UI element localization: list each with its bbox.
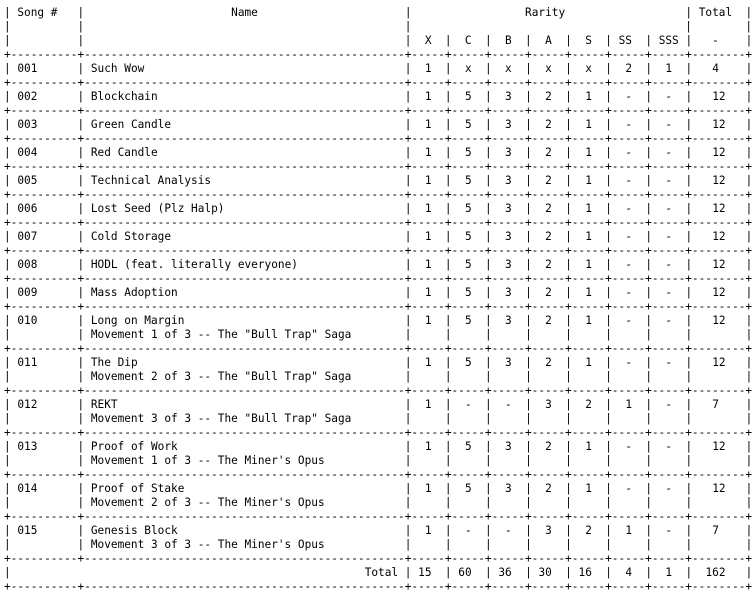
song-total: 7 <box>712 398 719 411</box>
header-total: Total <box>698 6 733 19</box>
rarity-count: 1 <box>424 146 432 159</box>
song-number: 008 <box>17 258 38 271</box>
song-number: 014 <box>17 482 38 495</box>
rarity-count: 1 <box>585 440 592 453</box>
footer-rarity-total: 15 <box>418 566 432 579</box>
rarity-count: 1 <box>424 202 432 215</box>
song-title: Red Candle <box>90 146 158 159</box>
rarity-count: - <box>505 524 512 537</box>
song-title: Long on Margin <box>90 314 185 327</box>
rarity-count: - <box>665 286 673 299</box>
header-rarity-sss: SSS <box>658 34 679 47</box>
rarity-count: 2 <box>545 146 552 159</box>
rarity-count: x <box>545 62 552 75</box>
rarity-count: 5 <box>464 482 472 495</box>
ascii-song-table: | Song # | Name | Rarity | Total | | | | | | | | | X | C | B | A | S | SS | SSS | - | +----------+------------------------------------------------+-----+-----+-----+-----+-----+-----+-----+--------+ | 001 | Such Wow | 1 | x | x | x | x | 2 | 1 | 4 | +----------+------------------------------------------------+-----+-----+-----+-----+-----+-----+-----+--------+ | 002 | Blockchain | 1 | 5 | 3 | 2 | 1 | - | - | 12 | +----------+------------------------------------------------+-----+-----+-----+-----+-----+-----+-----+--------+ | 003 | Green Candle | 1 | 5 | 3 | 2 | 1 | - | - | 12 | +----------+------------------------------------------------+-----+-----+-----+-----+-----+-----+-----+--------+ | 004 | Red Candle | 1 | 5 | 3 | 2 | 1 | - | - | 12 | +----------+------------------------------------------------+-----+-----+-----+-----+-----+-----+-----+--------+ | 005 | Technical Analysis | 1 | 5 | 3 | 2 | 1 | - | - | 12 | +----------+------------------------------------------------+-----+-----+-----+-----+-----+-----+-----+--------+ | 006 | Lost Seed (Plz Halp) | 1 | 5 | 3 | 2 | 1 | - | - | 12 | +----------+------------------------------------------------+-----+-----+-----+-----+-----+-----+-----+--------+ | 007 | Cold Storage | 1 | 5 | 3 | 2 | 1 | - | - | 12 | +----------+------------------------------------------------+-----+-----+-----+-----+-----+-----+-----+--------+ | 008 | HODL (feat. literally everyone) | 1 | 5 | 3 | 2 | 1 | - | - | 12 | +----------+------------------------------------------------+-----+-----+-----+-----+-----+-----+-----+--------+ | 009 | Mass Adoption | 1 | 5 | 3 | 2 | 1 | - | - | 12 | +----------+------------------------------------------------+-----+-----+-----+-----+-----+-----+-----+--------+ | 010 | Long on Margin | 1 | 5 | 3 | 2 | 1 | - | - | 12 | | | Movement 1 of 3 -- The "Bull Trap" Saga | | | | | | | | | +----------+------------------------------------------------+-----+-----+-----+-----+-----+-----+-----+--------+ | 011 | The Dip | 1 | 5 | 3 | 2 | 1 | - | - | 12 | | | Movement 2 of 3 -- The "Bull Trap" Saga | | | | | | | | | +----------+------------------------------------------------+-----+-----+-----+-----+-----+-----+-----+--------+ | 012 | REKT | 1 | - | - | 3 | 2 | 1 | - | 7 | | | Movement 3 of 3 -- The "Bull Trap" Saga | | | | | | | | | +----------+------------------------------------------------+-----+-----+-----+-----+-----+-----+-----+--------+ | 013 | Proof of Work | 1 | 5 | 3 | 2 | 1 | - | - | 12 | | | Movement 1 of 3 -- The Miner's Opus | | | | | | | | | +----------+------------------------------------------------+-----+-----+-----+-----+-----+-----+-----+--------+ | 014 | Proof of Stake | 1 | 5 | 3 | 2 | 1 | - | - | 12 | | | Movement 2 of 3 -- The Miner's Opus | | | | | | | | | +----------+------------------------------------------------+-----+-----+-----+-----+-----+-----+-----+--------+ | 015 | Genesis Block | 1 | - | - | 3 | 2 | 1 | - | 7 | | | Movement 3 of 3 -- The Miner's Opus | | | | | | | | | +----------+------------------------------------------------+-----+-----+-----+-----+-----+-----+-----+--------+ | Total | 15 | 60 | 36 | 30 | 16 | 4 | 1 | 162 | +----------+------------------------------------------------+-----+-----+-----+-----+-----+-----+-----+--------+ <box>4 6 752 593</box>
song-total: 12 <box>712 482 726 495</box>
footer-rarity-total: 4 <box>625 566 632 579</box>
header-name: Name <box>231 6 258 19</box>
rarity-count: 2 <box>545 314 552 327</box>
header-rarity-c: C <box>464 34 472 47</box>
rarity-count: 1 <box>424 314 432 327</box>
rarity-count: 3 <box>505 118 512 131</box>
rarity-count: - <box>665 202 673 215</box>
header-rarity-x: X <box>424 34 432 47</box>
rarity-count: 1 <box>585 118 592 131</box>
rarity-count: 1 <box>585 356 592 369</box>
rarity-count: - <box>625 482 633 495</box>
rarity-count: - <box>665 118 673 131</box>
rarity-count: - <box>625 286 632 299</box>
song-total: 12 <box>712 174 726 187</box>
song-number: 004 <box>17 146 38 159</box>
header-rarity: Rarity <box>525 6 566 19</box>
rarity-count: - <box>665 398 673 411</box>
rarity-count: 1 <box>585 314 592 327</box>
rarity-count: x <box>464 62 472 75</box>
rarity-count: 1 <box>424 356 432 369</box>
rarity-count: 1 <box>424 440 432 453</box>
header-rarity-a: A <box>545 34 552 47</box>
rarity-count: 5 <box>464 90 472 103</box>
footer-rarity-total: 1 <box>665 566 673 579</box>
rarity-count: - <box>625 90 632 103</box>
song-title: Mass Adoption <box>90 286 178 299</box>
rarity-count: 3 <box>505 314 512 327</box>
song-total: 12 <box>712 356 726 369</box>
rarity-count: - <box>665 314 673 327</box>
rarity-count: - <box>665 90 673 103</box>
rarity-count: 1 <box>665 62 673 75</box>
song-total: 7 <box>712 524 719 537</box>
rarity-count: - <box>625 230 632 243</box>
header-rarity-b: B <box>505 34 512 47</box>
rarity-count: 3 <box>545 524 552 537</box>
header-rarity-s: S <box>585 34 592 47</box>
song-subtitle: Movement 2 of 3 -- The Miner's Opus <box>90 496 325 509</box>
rarity-count: 1 <box>585 146 592 159</box>
song-total: 12 <box>712 202 726 215</box>
song-subtitle: Movement 3 of 3 -- The "Bull Trap" Saga <box>90 412 352 425</box>
rarity-count: - <box>665 174 673 187</box>
rarity-count: 1 <box>585 482 592 495</box>
song-total: 12 <box>712 146 726 159</box>
song-subtitle: Movement 1 of 3 -- The "Bull Trap" Saga <box>90 328 352 341</box>
song-number: 007 <box>17 230 38 243</box>
song-title: REKT <box>90 398 118 411</box>
footer-rarity-total: 36 <box>498 566 512 579</box>
song-total: 12 <box>712 230 726 243</box>
rarity-count: - <box>665 258 673 271</box>
rarity-count: 1 <box>625 398 632 411</box>
rarity-count: 2 <box>625 62 632 75</box>
song-number: 015 <box>17 524 38 537</box>
rarity-count: 3 <box>505 258 512 271</box>
rarity-count: - <box>665 230 673 243</box>
rarity-count: - <box>625 314 633 327</box>
rarity-count: 1 <box>424 90 432 103</box>
song-number: 012 <box>17 398 38 411</box>
rarity-count: 2 <box>545 286 552 299</box>
rarity-count: - <box>625 174 633 187</box>
song-title: Blockchain <box>90 90 158 103</box>
song-title: Cold Storage <box>90 230 172 243</box>
song-title: Lost Seed (Plz Halp) <box>90 202 225 215</box>
song-number: 011 <box>17 356 38 369</box>
song-title: Such Wow <box>90 62 145 75</box>
song-total: 12 <box>712 286 726 299</box>
song-number: 005 <box>17 174 38 187</box>
rarity-count: 3 <box>505 90 512 103</box>
song-title: Technical Analysis <box>90 174 212 187</box>
rarity-count: 2 <box>545 202 552 215</box>
rarity-count: - <box>505 398 512 411</box>
footer-grand-total: 162 <box>705 566 726 579</box>
rarity-count: x <box>505 62 512 75</box>
rarity-count: 1 <box>585 286 592 299</box>
song-title: Proof of Stake <box>90 482 185 495</box>
rarity-count: 1 <box>585 90 592 103</box>
rarity-count: 1 <box>424 524 432 537</box>
rarity-count: 2 <box>545 90 552 103</box>
rarity-count: 1 <box>424 286 432 299</box>
rarity-count: - <box>625 258 633 271</box>
rarity-count: 2 <box>545 258 552 271</box>
rarity-count: - <box>665 440 673 453</box>
song-title: Green Candle <box>90 118 172 131</box>
rarity-count: - <box>625 202 633 215</box>
song-total: 12 <box>712 90 726 103</box>
rarity-count: 3 <box>505 146 512 159</box>
rarity-count: 1 <box>585 258 592 271</box>
rarity-count: 3 <box>505 230 512 243</box>
rarity-count: 3 <box>505 202 512 215</box>
song-total: 12 <box>712 440 726 453</box>
song-title: Proof of Work <box>90 440 178 453</box>
rarity-count: 5 <box>464 356 472 369</box>
song-number: 001 <box>17 62 38 75</box>
song-subtitle: Movement 3 of 3 -- The Miner's Opus <box>90 538 325 551</box>
footer-rarity-total: 60 <box>458 566 472 579</box>
song-total: 12 <box>712 314 726 327</box>
rarity-count: - <box>625 146 632 159</box>
song-total: 12 <box>712 118 726 131</box>
rarity-count: - <box>665 356 673 369</box>
footer-total-label: Total <box>364 566 399 579</box>
rarity-count: 5 <box>464 146 472 159</box>
rarity-count: 2 <box>585 524 592 537</box>
footer-rarity-total: 16 <box>578 566 592 579</box>
rarity-count: 2 <box>545 230 552 243</box>
rarity-count: 5 <box>464 440 472 453</box>
rarity-count: 2 <box>545 174 552 187</box>
rarity-count: 1 <box>424 482 432 495</box>
rarity-count: 5 <box>464 174 472 187</box>
rarity-count: 3 <box>505 356 512 369</box>
rarity-count: 1 <box>585 230 592 243</box>
rarity-count: 3 <box>505 174 512 187</box>
rarity-count: 1 <box>424 398 432 411</box>
song-number: 006 <box>17 202 38 215</box>
rarity-count: 1 <box>424 230 432 243</box>
rarity-count: 5 <box>464 118 472 131</box>
rarity-count: - <box>625 440 632 453</box>
song-subtitle: Movement 2 of 3 -- The "Bull Trap" Saga <box>90 370 352 383</box>
rarity-count: 5 <box>464 286 472 299</box>
rarity-count: - <box>464 524 472 537</box>
song-total: 12 <box>712 258 726 271</box>
song-title: The Dip <box>90 356 138 369</box>
rarity-count: 3 <box>505 482 512 495</box>
rarity-count: 2 <box>545 356 552 369</box>
rarity-count: 2 <box>545 482 552 495</box>
rarity-count: - <box>464 398 472 411</box>
song-number: 002 <box>17 90 38 103</box>
rarity-count: - <box>665 146 673 159</box>
rarity-count: 5 <box>464 314 472 327</box>
rarity-count: - <box>625 356 633 369</box>
rarity-count: 1 <box>585 174 592 187</box>
rarity-count: - <box>665 482 673 495</box>
rarity-count: 2 <box>585 398 592 411</box>
rarity-count: 5 <box>464 230 472 243</box>
header-rarity-ss: SS <box>618 34 632 47</box>
rarity-count: 3 <box>545 398 552 411</box>
rarity-count: 1 <box>424 62 432 75</box>
rarity-count: 1 <box>585 202 592 215</box>
rarity-count: x <box>585 62 592 75</box>
rarity-count: 1 <box>424 118 432 131</box>
song-number: 003 <box>17 118 38 131</box>
song-title: Genesis Block <box>90 524 178 537</box>
rarity-count: 3 <box>505 286 512 299</box>
header-total-sub: - <box>712 34 719 47</box>
song-title: HODL (feat. literally everyone) <box>90 258 298 271</box>
rarity-count: 5 <box>464 202 472 215</box>
rarity-count: 2 <box>545 118 552 131</box>
song-subtitle: Movement 1 of 3 -- The Miner's Opus <box>90 454 325 467</box>
song-number: 010 <box>17 314 38 327</box>
rarity-count: 1 <box>424 258 432 271</box>
rarity-count: 3 <box>505 440 512 453</box>
song-number: 013 <box>17 440 38 453</box>
rarity-count: 1 <box>424 174 432 187</box>
song-total: 4 <box>712 62 719 75</box>
rarity-count: 2 <box>545 440 552 453</box>
header-song-num: Song # <box>17 6 58 19</box>
rarity-count: 5 <box>464 258 472 271</box>
rarity-count: - <box>625 118 632 131</box>
rarity-count: - <box>665 524 673 537</box>
song-number: 009 <box>17 286 38 299</box>
rarity-count: 1 <box>625 524 632 537</box>
footer-rarity-total: 30 <box>538 566 552 579</box>
